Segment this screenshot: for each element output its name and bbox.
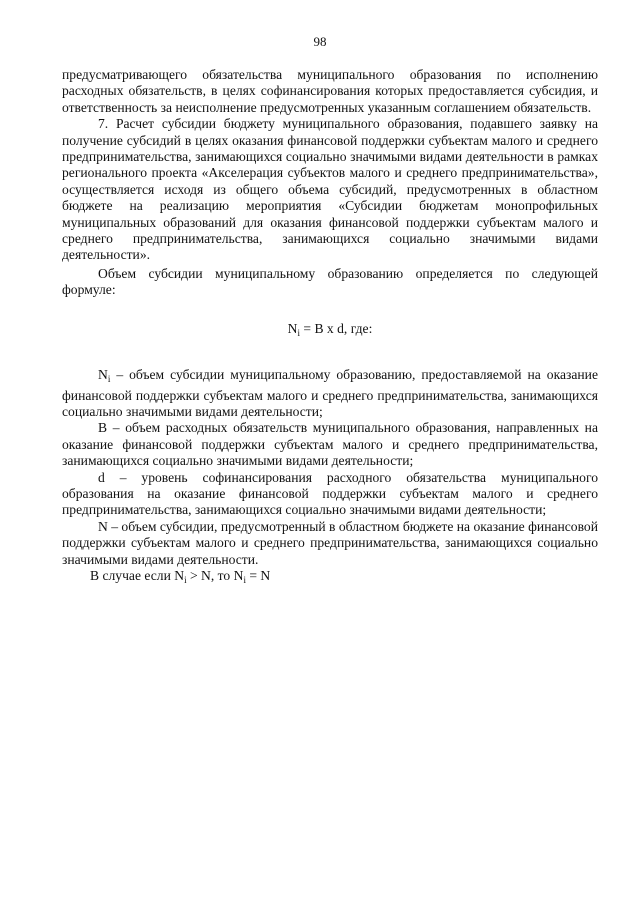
paragraph-formula-intro: Объем субсидии муниципальному образованию определяется по следующей формуле: [62, 265, 598, 298]
document-body [62, 67, 598, 588]
condition-line [62, 568, 598, 588]
paragraph-item-7: 7. Расчет субсидии бюджету муниципального образования, подавшего заявку на получение субсидий в целях оказания финансовой поддержки субъектам малого и среднего предпринимательства, занимающихся социально значимыми видами деятельности в рамках регионального проекта «Акселерация субъектов малого и среднего предпринимательства», осуществляется исходя из общего объема субсидий, предусмотренных в областном бюджете на реализацию мероприятия «Субсидии бюджетам монопрофильных муниципальных образований для оказания финансовой поддержки субъектам малого и среднего предпринимательства, занимающихся социально значимыми видами деятельности». [62, 116, 598, 263]
definition-n: N – объем субсидии, предусмотренный в областном бюджете на оказание финансовой поддержки субъектам малого и среднего предпринимательства, занимающихся социально значимыми видами деятельности. [62, 518, 598, 567]
condition-sub2: i [243, 574, 246, 585]
condition-prefix: В случае если [90, 567, 175, 583]
definition-ni-symbol: N [98, 367, 108, 383]
definition-ni-subscript: i [107, 374, 111, 385]
formula [62, 321, 598, 341]
formula-rest: = B x d, где: [300, 320, 373, 336]
definition-b: B – объем расходных обязательств муниципального образования, направленных на оказание финансовой поддержки субъектам малого и среднего предпринимательства, занимающихся социально значимыми видами деятельности; [62, 420, 598, 469]
condition-sub1: i [184, 574, 187, 585]
condition-mid: > N, то N [186, 567, 244, 583]
formula-subscript: i [297, 327, 300, 338]
definition-d: d – уровень софинансирования расходного обязательства муниципального образования на оказание финансовой поддержки субъектам малого и среднего предпринимательства, занимающихся социально значимыми видами деятельности; [62, 469, 598, 518]
page-number: 98 [313, 34, 327, 49]
formula-symbol: N [287, 320, 298, 336]
definition-ni-text: – объем субсидии муниципальному образованию, предоставляемой на оказание финансовой поддержки субъектам малого и среднего предпринимательства, занимающихся социально значимыми видами деятельности; [62, 367, 598, 419]
condition-suffix: = N [245, 567, 271, 583]
paragraph-continuation: предусматривающего обязательства муниципального образования по исполнению расходных обязательств, в целях софинансирования которых предоставляется субсидия, и ответственность за неисполнение предусмотренных указанным соглашением обязательств. [62, 67, 598, 115]
definition-ni [62, 367, 598, 420]
condition-n1: N [174, 567, 185, 583]
